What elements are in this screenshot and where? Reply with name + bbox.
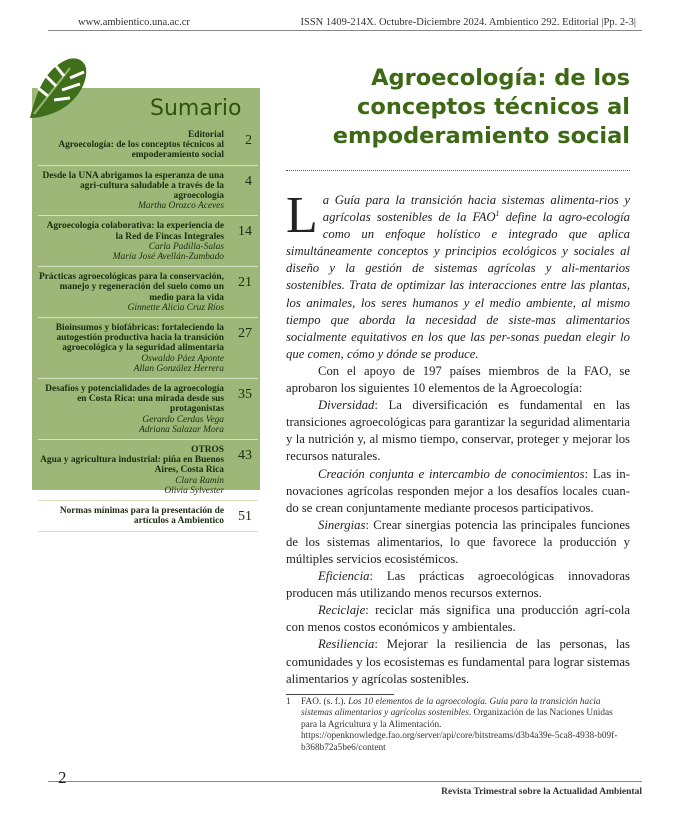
toc-entry-authors: Carla Padilla-Salas María José Avellán-Zumbado bbox=[112, 241, 224, 263]
toc-entry-page: 14 bbox=[238, 224, 252, 240]
toc-entry[interactable] bbox=[38, 323, 258, 379]
footnote-text: FAO. (s. f.). Los 10 elementos de la agroecología. Guía para la transición hacia sistemas alimentarios y agrícolas sostenibles. Organización de las Naciones Unidas para la Agricultura y la Alimentación. https://openknowledge.fao.org/server/api/core/bitstreams/d3b4a39e-5ca8-4938-b09f-b368b72a5be6/content bbox=[301, 697, 618, 753]
toc-entry-page: 2 bbox=[245, 133, 252, 148]
element-term: Diversidad bbox=[318, 398, 375, 413]
toc-entry[interactable] bbox=[38, 272, 258, 318]
toc-entry-page: 43 bbox=[238, 448, 252, 464]
toc-entry-page: 27 bbox=[238, 326, 252, 342]
header-url[interactable]: www.ambientico.una.ac.cr bbox=[78, 17, 190, 28]
element-text: : Las prácticas agroecológicas innovadoras producen más utilizando menos recursos externos. bbox=[286, 569, 630, 601]
toc-entry[interactable] bbox=[38, 445, 258, 501]
element-paragraph bbox=[286, 517, 630, 568]
element-paragraph bbox=[286, 466, 630, 517]
monstera-leaf-icon bbox=[26, 54, 88, 120]
element-text: : Crear sinergias potencia las principales funciones de los sistemas alimentarios, lo que favorece la producción y múltiples servicios ecosistémicos. bbox=[286, 517, 630, 566]
toc-entry[interactable] bbox=[38, 221, 258, 267]
toc-entry-authors: Martha Orozco Aceves bbox=[138, 201, 224, 212]
article-body bbox=[286, 187, 630, 688]
footnote-ref[interactable]: 1 bbox=[495, 208, 500, 218]
toc-entry-page: 21 bbox=[238, 275, 252, 291]
element-paragraph bbox=[286, 397, 630, 465]
element-paragraph bbox=[286, 636, 630, 687]
toc-entry-title: Editorial Agroecología: de los conceptos técnicos al empoderamiento social bbox=[58, 130, 224, 161]
footnote bbox=[286, 697, 630, 754]
element-term: Resiliencia bbox=[318, 637, 375, 652]
toc-entry-authors: Ginnette Alicia Cruz Ríos bbox=[127, 302, 224, 313]
toc-entry-authors: Oswaldo Páez Aponte Allan González Herrera bbox=[133, 353, 224, 374]
toc-entry-authors: Clara Ramín Olivia Sylvester bbox=[164, 475, 224, 496]
toc-entry-title: Prácticas agroecológicas para la conservación, manejo y regeneración del suelo como un medio para la vida bbox=[39, 272, 224, 303]
toc-entry-authors: Gerardo Cerdas Vega Adriana Salazar Mora bbox=[139, 414, 224, 435]
toc-entry-title: Normas mínimas para la presentación de artículos a Ambientico bbox=[59, 506, 224, 527]
footnote-divider bbox=[286, 694, 394, 695]
toc-entry[interactable] bbox=[38, 384, 258, 440]
body-paragraph: Con el apoyo de 197 países miembros de la FAO, se aprobaron los siguientes 10 elementos de la Agroecología: bbox=[286, 363, 630, 396]
toc-entry-title: OTROS Agua y agricultura industrial: piña en Buenos Aires, Costa Rica bbox=[40, 445, 224, 476]
element-term: Creación conjunta e intercambio de conocimientos bbox=[318, 466, 585, 481]
toc-entry-page: 4 bbox=[245, 173, 252, 189]
toc-entry-page: 35 bbox=[238, 387, 252, 403]
page-number: 2 bbox=[58, 768, 67, 787]
toc-entry-title: Agroecología colaborativa: la experiencia de la Red de Fincas Integrales bbox=[46, 221, 224, 242]
element-paragraph bbox=[286, 602, 630, 636]
element-paragraph bbox=[286, 568, 630, 602]
elements-list bbox=[286, 397, 630, 688]
footnote-number: 1 bbox=[286, 697, 291, 707]
intro-paragraph: La Guía para la transición hacia sistemas alimenta-rios y agrícolas sostenibles de la FAO$^1$ define la agro-ecología como un enfoque holístico e integrado que aplica simultáneamente conceptos y principios ecológicos y sociales al diseño y la gestión de sistemas agrícolas y ali-mentarios sostenibles. Trata de optimizar las interacciones entre las plantas, los animales, los seres humanos y el medio ambiente, al mismo tiempo que aborda la necesidad de siste-mas alimentarios socialmente equitativos en los que las per-sonas puedan elegir lo que comen, cómo y dónde se produce. bbox=[286, 187, 630, 361]
table-of-contents bbox=[38, 130, 258, 537]
element-text: : reciclar más significa una producción agrí-cola con menos costos económicos y ambientales. bbox=[286, 603, 630, 635]
element-term: Sinergias bbox=[318, 517, 366, 532]
footer-divider bbox=[48, 781, 642, 782]
element-text: : Las in-novaciones agrícolas responden mejor a los desafíos locales cuan-do se crean conjuntamente mediante procesos participativos. bbox=[286, 466, 630, 515]
page-header bbox=[48, 14, 642, 31]
journal-name: Revista Trimestral sobre la Actualidad Ambiental bbox=[441, 787, 642, 797]
drop-cap: L bbox=[286, 187, 318, 244]
element-term: Reciclaje bbox=[318, 603, 366, 618]
article-title: Agroecología: de los conceptos técnicos al empoderamiento social bbox=[332, 65, 630, 149]
element-text: : La diversificación es fundamental en las transiciones agroecológicas para garantizar la seguridad alimentaria y la nutrición y, al mismo tiempo, conservar, proteger y mejorar los recursos naturales. bbox=[286, 398, 630, 464]
element-term: Eficiencia bbox=[318, 569, 370, 584]
title-divider bbox=[286, 170, 630, 171]
toc-entry-title: Desafíos y potencialidades de la agroecología en Costa Rica: una mirada desde sus protagonistas bbox=[45, 384, 224, 415]
toc-entry-title: Bioinsumos y biofábricas: fortaleciendo la autogestión productiva hacia la transición agroecológica y la seguridad alimentaria bbox=[55, 323, 224, 354]
toc-entry-page: 51 bbox=[238, 509, 252, 525]
summary-title: Sumario bbox=[150, 96, 242, 121]
toc-entry-title: Desde la UNA abrigamos la esperanza de una agri-cultura saludable a través de la agroecología bbox=[42, 170, 224, 202]
header-issn: ISSN 1409-214X. Octubre-Diciembre 2024. Ambientico 292. Editorial |Pp. 2-3| bbox=[300, 17, 636, 28]
toc-entry[interactable] bbox=[38, 506, 258, 531]
element-text: : Mejorar la resiliencia de las personas, las comunidades y los ecosistemas es fundamental para lograr sistemas alimentarios y agrícolas sostenibles. bbox=[286, 637, 630, 686]
toc-entry[interactable] bbox=[38, 130, 258, 166]
toc-entry[interactable] bbox=[38, 171, 258, 217]
